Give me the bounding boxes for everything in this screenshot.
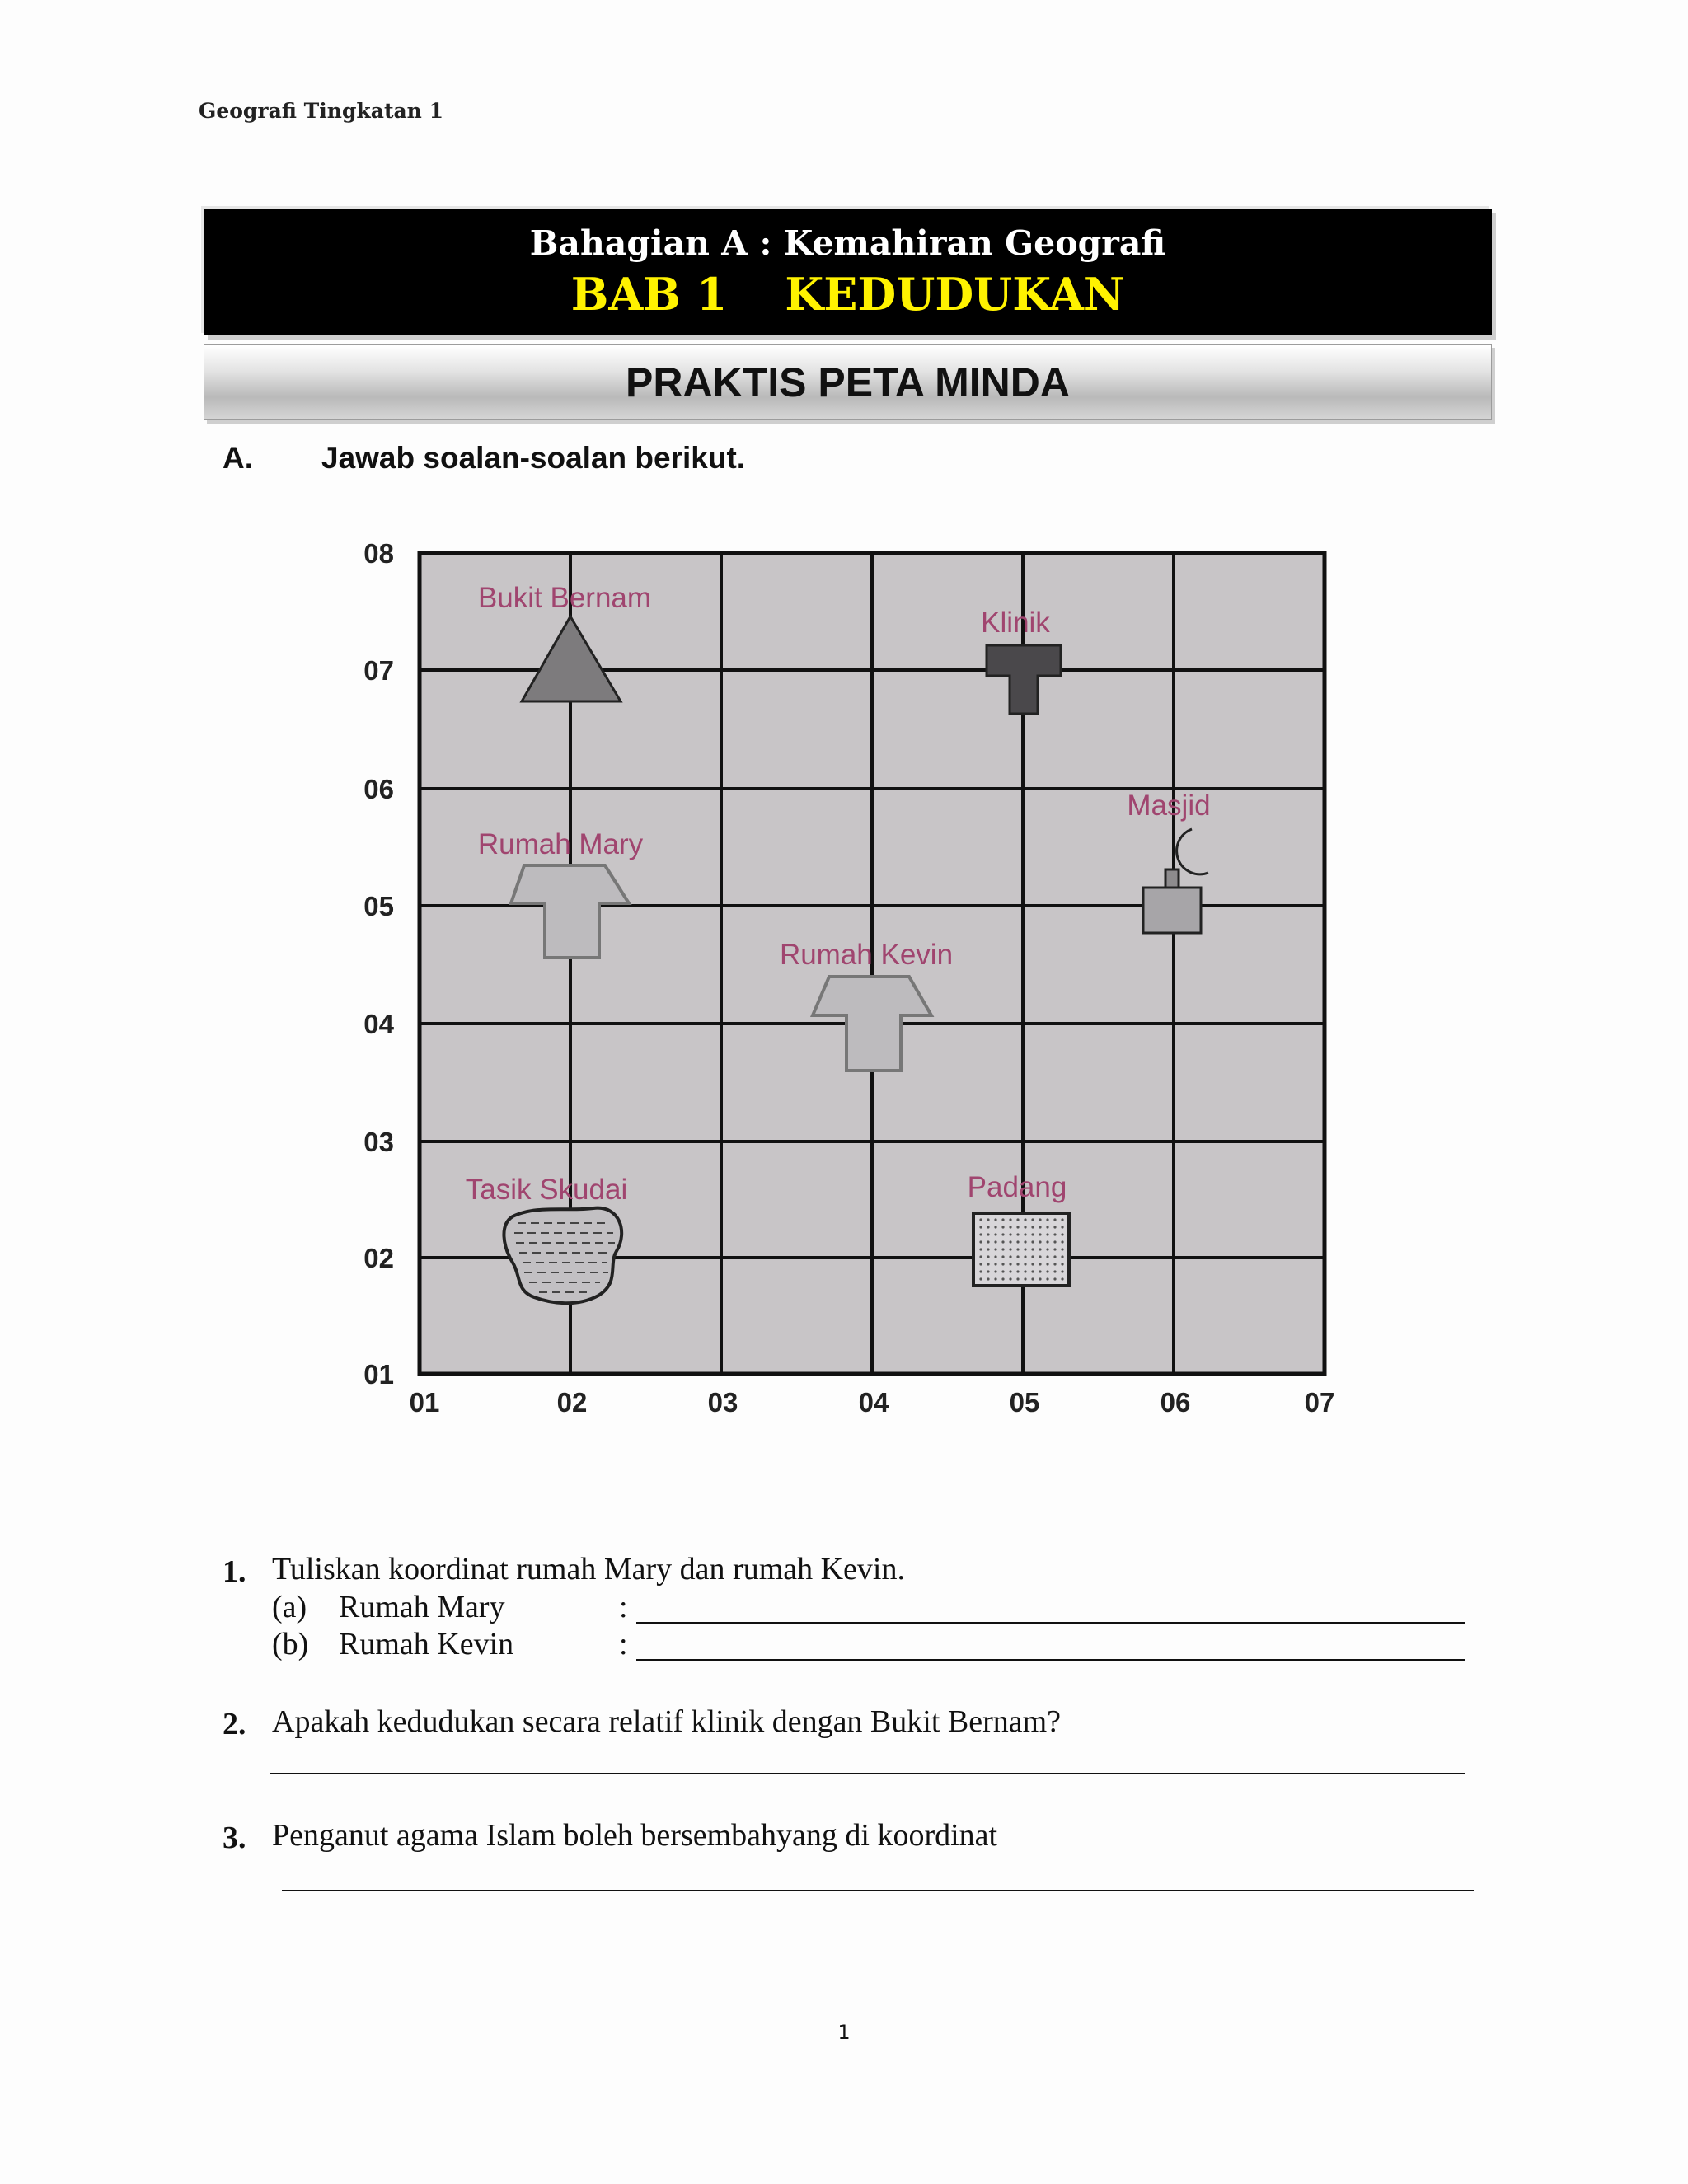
x-tick-label: 04 <box>858 1387 889 1418</box>
label-masjid: Masjid <box>1127 790 1211 822</box>
x-axis-labels <box>410 1387 1335 1418</box>
question-1-number: 1. <box>223 1554 246 1589</box>
x-tick-label: 06 <box>1160 1387 1191 1418</box>
y-tick-label: 08 <box>363 538 394 569</box>
answer-line-3[interactable] <box>282 1890 1474 1891</box>
label-klinik: Klinik <box>981 607 1050 639</box>
question-1b-colon: : <box>619 1627 628 1661</box>
question-1a-label: (a) <box>272 1590 307 1624</box>
question-2-number: 2. <box>223 1707 246 1741</box>
label-padang: Padang <box>967 1171 1067 1203</box>
field-icon <box>973 1213 1069 1286</box>
question-3-text: Penganut agama Islam boleh bersembahyang di koordinat <box>272 1818 998 1853</box>
chapter-number: BAB 1 <box>570 268 728 321</box>
y-tick-label: 05 <box>363 891 394 921</box>
answer-line-1b[interactable] <box>636 1659 1465 1661</box>
y-axis-labels <box>363 538 394 1390</box>
y-tick-label: 01 <box>363 1359 394 1390</box>
section-title: PRAKTIS PETA MINDA <box>626 359 1070 405</box>
label-rumah-kevin: Rumah Kevin <box>779 939 954 971</box>
label-rumah-mary: Rumah Mary <box>477 828 644 860</box>
chapter-title: KEDUDUKAN <box>785 268 1125 321</box>
question-2-text: Apakah kedudukan secara relatif klinik dengan Bukit Bernam? <box>272 1704 1062 1739</box>
question-1b-text: Rumah Kevin <box>339 1627 514 1661</box>
lake-icon <box>504 1208 621 1304</box>
y-tick-label: 02 <box>363 1243 394 1273</box>
x-tick-label: 03 <box>707 1387 738 1418</box>
question-3-number: 3. <box>223 1821 246 1855</box>
page-number: 1 <box>837 2021 851 2044</box>
answer-line-1a[interactable] <box>636 1622 1465 1624</box>
y-tick-label: 04 <box>363 1009 394 1039</box>
answer-line-2[interactable] <box>270 1773 1465 1774</box>
question-1b-label: (b) <box>272 1627 309 1661</box>
section-label: A. <box>223 441 253 475</box>
section-instruction: Jawab soalan-soalan berikut. <box>321 441 746 475</box>
x-tick-label: 07 <box>1304 1387 1335 1418</box>
banner-subtitle: Bahagian A : Kemahiran Geografi <box>529 223 1166 263</box>
y-tick-label: 06 <box>363 774 394 804</box>
question-1a-text: Rumah Mary <box>339 1590 505 1624</box>
x-tick-label: 02 <box>556 1387 588 1418</box>
x-tick-label: 05 <box>1009 1387 1040 1418</box>
x-tick-label: 01 <box>409 1387 440 1418</box>
y-tick-label: 03 <box>363 1127 394 1157</box>
running-head: Geografi Tingkatan 1 <box>199 99 443 123</box>
y-tick-label: 07 <box>363 655 394 686</box>
question-1a-colon: : <box>619 1590 628 1624</box>
label-tasik-skudai: Tasik Skudai <box>465 1174 628 1206</box>
question-1-text: Tuliskan koordinat rumah Mary dan rumah Kevin. <box>272 1552 905 1586</box>
label-bukit-bernam: Bukit Bernam <box>477 582 652 614</box>
